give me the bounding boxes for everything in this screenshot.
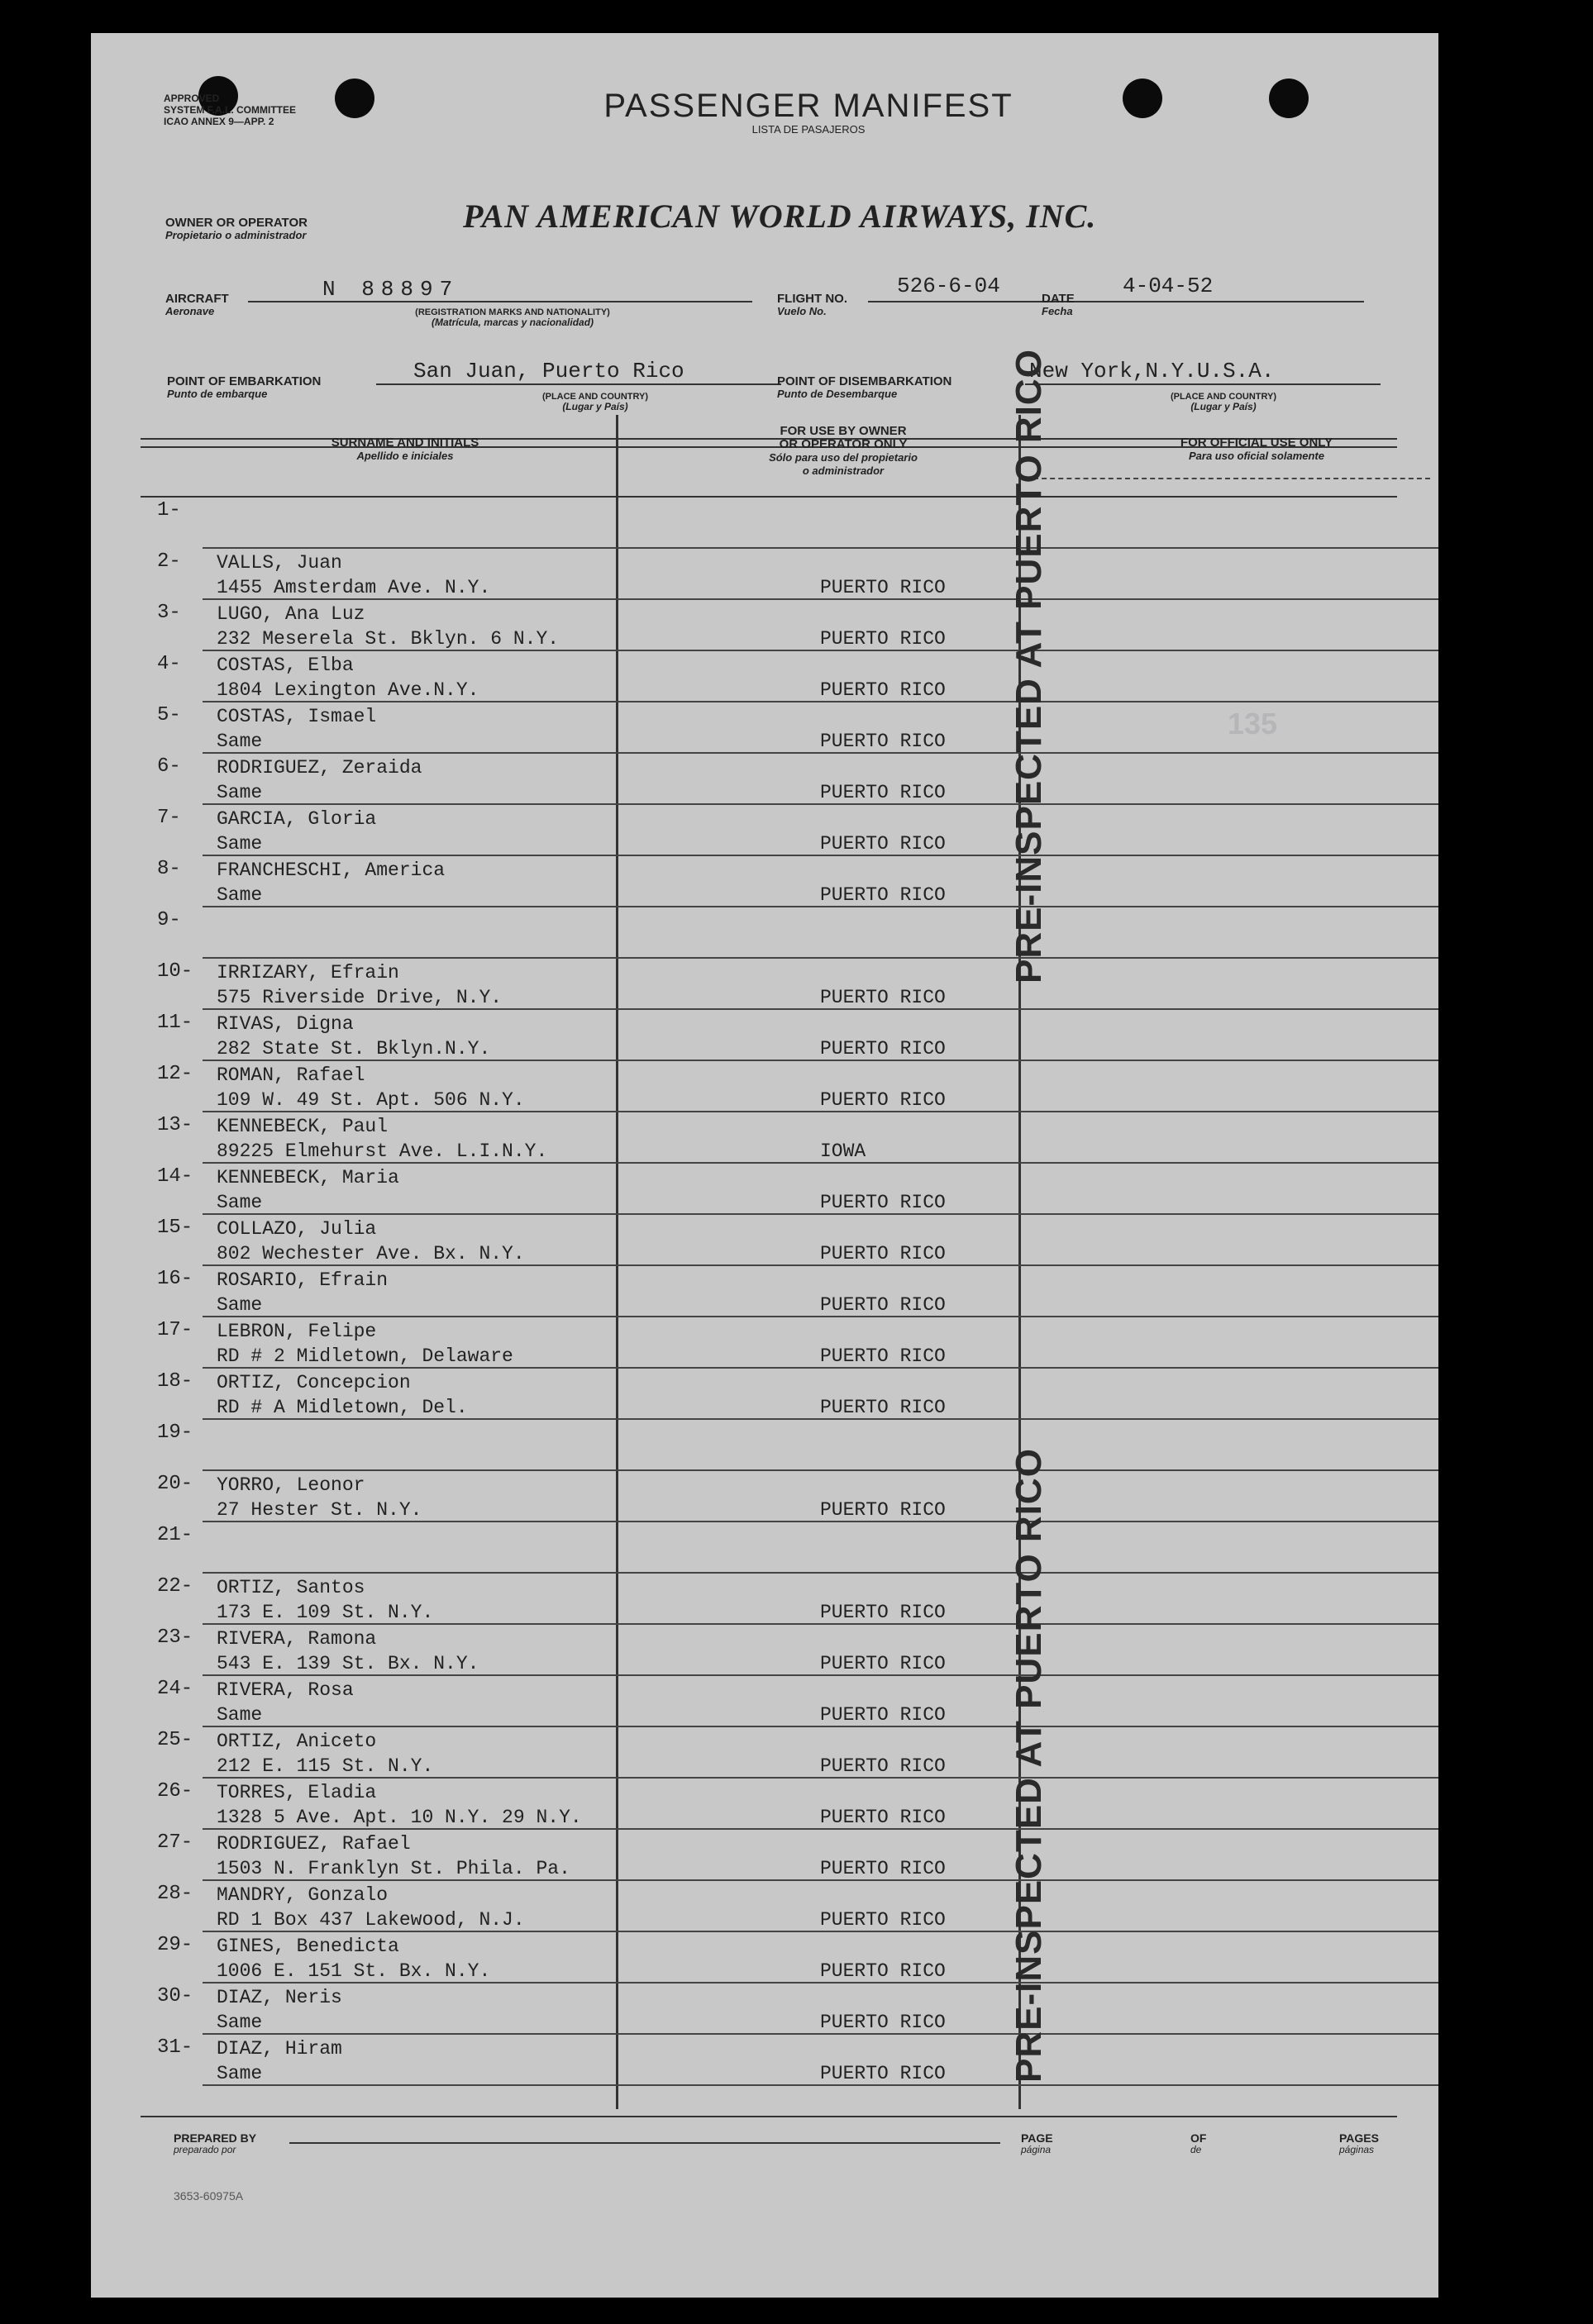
passenger-address: Same [217,833,263,855]
row-number: 22- [157,1575,193,1598]
passenger-row [91,1010,1438,1061]
place-note-en: (PLACE AND COUNTRY) [541,392,649,402]
row-number: 31- [157,2036,193,2059]
passenger-destination: PUERTO RICO [820,1089,946,1111]
aircraft-value: N 88897 [322,277,460,302]
row-number: 5- [157,704,181,726]
disembark-label [777,375,952,400]
date-label-en: DATE [1042,292,1075,306]
passenger-row [91,805,1438,856]
row-number: 27- [157,1831,193,1854]
row-number: 21- [157,1524,193,1546]
date-label [1042,293,1075,317]
column-header-official-use [1091,436,1422,463]
disembark-label-en: POINT OF DISEMBARKATION [777,374,952,388]
owner-label-en: OWNER OR OPERATOR [165,216,308,230]
passenger-name: TORRES, Eladia [217,1782,377,1803]
row-number: 2- [157,550,181,573]
owner-label-es: Propietario o administrador [165,229,307,241]
passenger-name: GARCIA, Gloria [217,808,377,830]
row-number: 28- [157,1883,193,1905]
row-number: 25- [157,1729,193,1751]
passenger-name: RIVERA, Ramona [217,1628,377,1650]
of-en: OF [1190,2131,1207,2145]
row-number: 19- [157,1422,193,1444]
passenger-row [91,1727,1438,1779]
passenger-address: 232 Meserela St. Bklyn. 6 N.Y. [217,628,560,650]
embark-value: San Juan, Puerto Rico [413,359,684,383]
passenger-name: GINES, Benedicta [217,1936,399,1957]
passenger-destination: PUERTO RICO [820,1602,946,1623]
passenger-row [91,1983,1438,2035]
header-dashed-rule [1033,478,1430,479]
place-note-en: (PLACE AND COUNTRY) [1170,392,1277,402]
passenger-address: Same [217,1192,263,1213]
passenger-destination: PUERTO RICO [820,1704,946,1726]
passenger-address: 173 E. 109 St. N.Y. [217,1602,434,1623]
passenger-row [91,600,1438,651]
row-number: 18- [157,1370,193,1393]
passenger-name: ROMAN, Rafael [217,1064,365,1086]
passenger-destination: IOWA [820,1141,866,1162]
passenger-row [91,1317,1438,1369]
row-number: 8- [157,858,181,880]
row-number: 11- [157,1012,193,1034]
embark-place-note [488,392,703,412]
row-number: 4- [157,653,181,675]
passenger-row [91,1779,1438,1830]
passenger-destination: PUERTO RICO [820,1858,946,1879]
passenger-destination: PUERTO RICO [820,2063,946,2084]
passenger-address: 282 State St. Bklyn.N.Y. [217,1038,491,1060]
passenger-name: KENNEBECK, Paul [217,1116,389,1137]
passenger-name: IRRIZARY, Efrain [217,962,399,983]
of-es: de [1190,2144,1202,2155]
passenger-destination: PUERTO RICO [820,1653,946,1674]
embark-label [167,375,321,400]
prepared-by-label [174,2132,256,2155]
passenger-row [91,1420,1438,1471]
embark-label-en: POINT OF EMBARKATION [167,374,322,388]
passenger-address: 575 Riverside Drive, N.Y. [217,987,503,1008]
approval-line: APPROVED [164,93,220,104]
passenger-destination: PUERTO RICO [820,782,946,803]
passenger-row [91,651,1438,702]
form-code: 3653-60975A [174,2189,244,2203]
column-header-surname-es: Apellido e iniciales [356,450,454,462]
row-number: 6- [157,755,181,778]
passenger-name: MANDRY, Gonzalo [217,1884,389,1906]
passenger-row [91,907,1438,959]
pages-es: páginas [1339,2144,1375,2155]
disembark-label-es: Punto de Desembarque [777,388,898,400]
row-number: 17- [157,1319,193,1341]
pre-inspected-stamp: PRE-INSPECTED AT PUERTO RICO [1009,1448,1049,2083]
row-number: 20- [157,1473,193,1495]
manifest-page [91,33,1438,2298]
pre-inspected-stamp: PRE-INSPECTED AT PUERTO RICO [1009,349,1049,983]
prepared-by-underline [289,2142,1000,2144]
passenger-row [91,1061,1438,1112]
passenger-name: ORTIZ, Aniceto [217,1731,377,1752]
passenger-name: COSTAS, Elba [217,655,354,676]
passenger-destination: PUERTO RICO [820,628,946,650]
passenger-address: 1328 5 Ave. Apt. 10 N.Y. 29 N.Y. [217,1807,582,1828]
date-underline [1083,301,1364,302]
passenger-row [91,498,1438,549]
row-number: 12- [157,1063,193,1085]
passenger-destination: PUERTO RICO [820,1397,946,1418]
passenger-name: LEBRON, Felipe [217,1321,377,1342]
passenger-address: 89225 Elmehurst Ave. L.I.N.Y. [217,1141,548,1162]
passenger-address: 1455 Amsterdam Ave. N.Y. [217,577,491,598]
passenger-address: 212 E. 115 St. N.Y. [217,1755,434,1777]
column-header-owner-use-es: Sólo para uso del propietario [769,451,918,464]
passenger-address: 1503 N. Franklyn St. Phila. Pa. [217,1858,570,1879]
passenger-name: KENNEBECK, Maria [217,1167,399,1188]
passenger-destination: PUERTO RICO [820,1499,946,1521]
passenger-destination: PUERTO RICO [820,833,946,855]
row-number: 26- [157,1780,193,1803]
of-label [1190,2132,1206,2155]
passenger-row [91,1522,1438,1574]
column-header-owner-use [653,425,1033,478]
passenger-row [91,856,1438,907]
passenger-name: LUGO, Ana Luz [217,603,365,625]
passenger-destination: PUERTO RICO [820,1038,946,1060]
approval-note [164,93,296,127]
flight-value: 526-6-04 [897,274,1000,298]
flight-label-en: FLIGHT NO. [777,292,847,306]
passenger-address: 109 W. 49 St. Apt. 506 N.Y. [217,1089,525,1111]
passenger-address: 1804 Lexington Ave.N.Y. [217,679,479,701]
embark-underline [376,383,781,385]
page-es: página [1021,2144,1052,2155]
row-number: 29- [157,1934,193,1956]
page-subtitle: LISTA DE PASAJEROS [751,123,866,136]
disembark-place-note [1116,392,1331,412]
column-header-surname [215,436,595,463]
row-number: 10- [157,960,193,983]
column-header-official-use-en: FOR OFFICIAL USE ONLY [1180,436,1333,450]
passenger-address: RD # 2 Midletown, Delaware [217,1345,513,1367]
passenger-address: Same [217,1704,263,1726]
passenger-destination: PUERTO RICO [820,1345,946,1367]
passenger-row [91,1625,1438,1676]
column-header-owner-use-es: o administrador [802,464,885,477]
passenger-row [91,1676,1438,1727]
passenger-row [91,549,1438,600]
passenger-destination: PUERTO RICO [820,1755,946,1777]
date-label-es: Fecha [1042,305,1073,317]
disembark-underline [1025,383,1381,385]
registration-note-en: (REGISTRATION MARKS AND NATIONALITY) [415,307,610,317]
passenger-name: DIAZ, Neris [217,1987,342,2008]
passenger-address: 543 E. 139 St. Bx. N.Y. [217,1653,479,1674]
passenger-address: Same [217,884,263,906]
registration-note-es: (Matrícula, marcas y nacionalidad) [431,317,594,328]
passenger-destination: PUERTO RICO [820,1807,946,1828]
footer-rule [141,2116,1397,2117]
passenger-name: RODRIGUEZ, Rafael [217,1833,411,1855]
row-number: 7- [157,807,181,829]
passenger-name: YORRO, Leonor [217,1474,365,1496]
punch-hole [1269,79,1309,118]
passenger-address: RD # A Midletown, Del. [217,1397,468,1418]
passenger-destination: PUERTO RICO [820,731,946,752]
passenger-row [91,1471,1438,1522]
passenger-destination: PUERTO RICO [820,679,946,701]
passenger-address: Same [217,2012,263,2033]
registration-note [339,307,686,328]
column-header-owner-use-line: FOR USE BY OWNER [780,424,907,438]
punch-hole [335,79,374,118]
passenger-row [91,754,1438,805]
pages-label [1339,2132,1379,2155]
row-number: 24- [157,1678,193,1700]
passenger-name: ORTIZ, Santos [217,1577,365,1598]
passenger-row [91,1574,1438,1625]
passenger-name: RODRIGUEZ, Zeraida [217,757,422,779]
approval-line: ICAO ANNEX 9—APP. 2 [164,116,274,127]
prepared-by-es: preparado por [174,2144,236,2155]
page-title: PASSENGER MANIFEST [603,88,1014,124]
passenger-row [91,1830,1438,1881]
passenger-destination: PUERTO RICO [820,1909,946,1931]
column-header-surname-en: SURNAME AND INITIALS [331,436,479,450]
passenger-name: DIAZ, Hiram [217,2038,342,2060]
page-en: PAGE [1021,2131,1053,2145]
passenger-row [91,1369,1438,1420]
prepared-by-en: PREPARED BY [174,2131,257,2145]
column-header-official-use-es: Para uso oficial solamente [1188,450,1324,462]
row-number: 3- [157,602,181,624]
passenger-address: RD 1 Box 437 Lakewood, N.J. [217,1909,525,1931]
pages-en: PAGES [1339,2131,1379,2145]
passenger-name: RIVAS, Digna [217,1013,354,1035]
passenger-row [91,1112,1438,1164]
passenger-destination: PUERTO RICO [820,2012,946,2033]
flight-label [777,293,847,317]
row-number: 30- [157,1985,193,2007]
embark-label-es: Punto de embarque [167,388,268,400]
place-note-es: (Lugar y País) [562,401,628,412]
passenger-row [91,959,1438,1010]
passenger-name: VALLS, Juan [217,552,342,574]
passenger-address: 27 Hester St. N.Y. [217,1499,422,1521]
place-note-es: (Lugar y País) [1190,401,1257,412]
owner-label [165,217,308,241]
row-number: 23- [157,1626,193,1649]
row-number: 14- [157,1165,193,1188]
aircraft-label-es: Aeronave [165,305,215,317]
passenger-row [91,1266,1438,1317]
page-label [1021,2132,1053,2155]
aircraft-label [165,293,229,317]
passenger-address: Same [217,731,263,752]
passenger-destination: PUERTO RICO [820,1243,946,1264]
passenger-address: 802 Wechester Ave. Bx. N.Y. [217,1243,525,1264]
flight-label-es: Vuelo No. [777,305,827,317]
row-number: 9- [157,909,181,931]
passenger-name: ROSARIO, Efrain [217,1269,389,1291]
column-header-owner-use-line: OR OPERATOR ONLY [779,437,908,451]
passenger-destination: PUERTO RICO [820,577,946,598]
operator-name: PAN AMERICAN WORLD AIRWAYS, INC. [463,198,1097,235]
page-mark: 135 [1228,707,1278,741]
row-number: 1- [157,499,181,521]
passenger-name: ORTIZ, Concepcion [217,1372,411,1393]
approval-line: SYSTEM F.A.L. COMMITTEE [164,104,297,116]
passenger-address: 1006 E. 151 St. Bx. N.Y. [217,1960,491,1982]
row-rule [203,2084,1438,2086]
passenger-name: COSTAS, Ismael [217,706,377,727]
passenger-name: RIVERA, Rosa [217,1679,354,1701]
passenger-row [91,1932,1438,1983]
passenger-address: Same [217,2063,263,2084]
passenger-address: Same [217,782,263,803]
aircraft-label-en: AIRCRAFT [165,292,229,306]
disembark-value: New York,N.Y.U.S.A. [1029,359,1275,383]
passenger-destination: PUERTO RICO [820,884,946,906]
passenger-row [91,2035,1438,2086]
row-number: 13- [157,1114,193,1136]
passenger-name: FRANCHESCHI, America [217,860,446,881]
passenger-address: Same [217,1294,263,1316]
passenger-row [91,1881,1438,1932]
date-value: 4-04-52 [1123,274,1214,298]
punch-hole [1123,79,1162,118]
row-number: 15- [157,1217,193,1239]
passenger-destination: PUERTO RICO [820,987,946,1008]
passenger-destination: PUERTO RICO [820,1294,946,1316]
row-number: 16- [157,1268,193,1290]
passenger-destination: PUERTO RICO [820,1960,946,1982]
passenger-name: COLLAZO, Julia [217,1218,377,1240]
passenger-destination: PUERTO RICO [820,1192,946,1213]
passenger-row [91,1215,1438,1266]
passenger-row [91,1164,1438,1215]
